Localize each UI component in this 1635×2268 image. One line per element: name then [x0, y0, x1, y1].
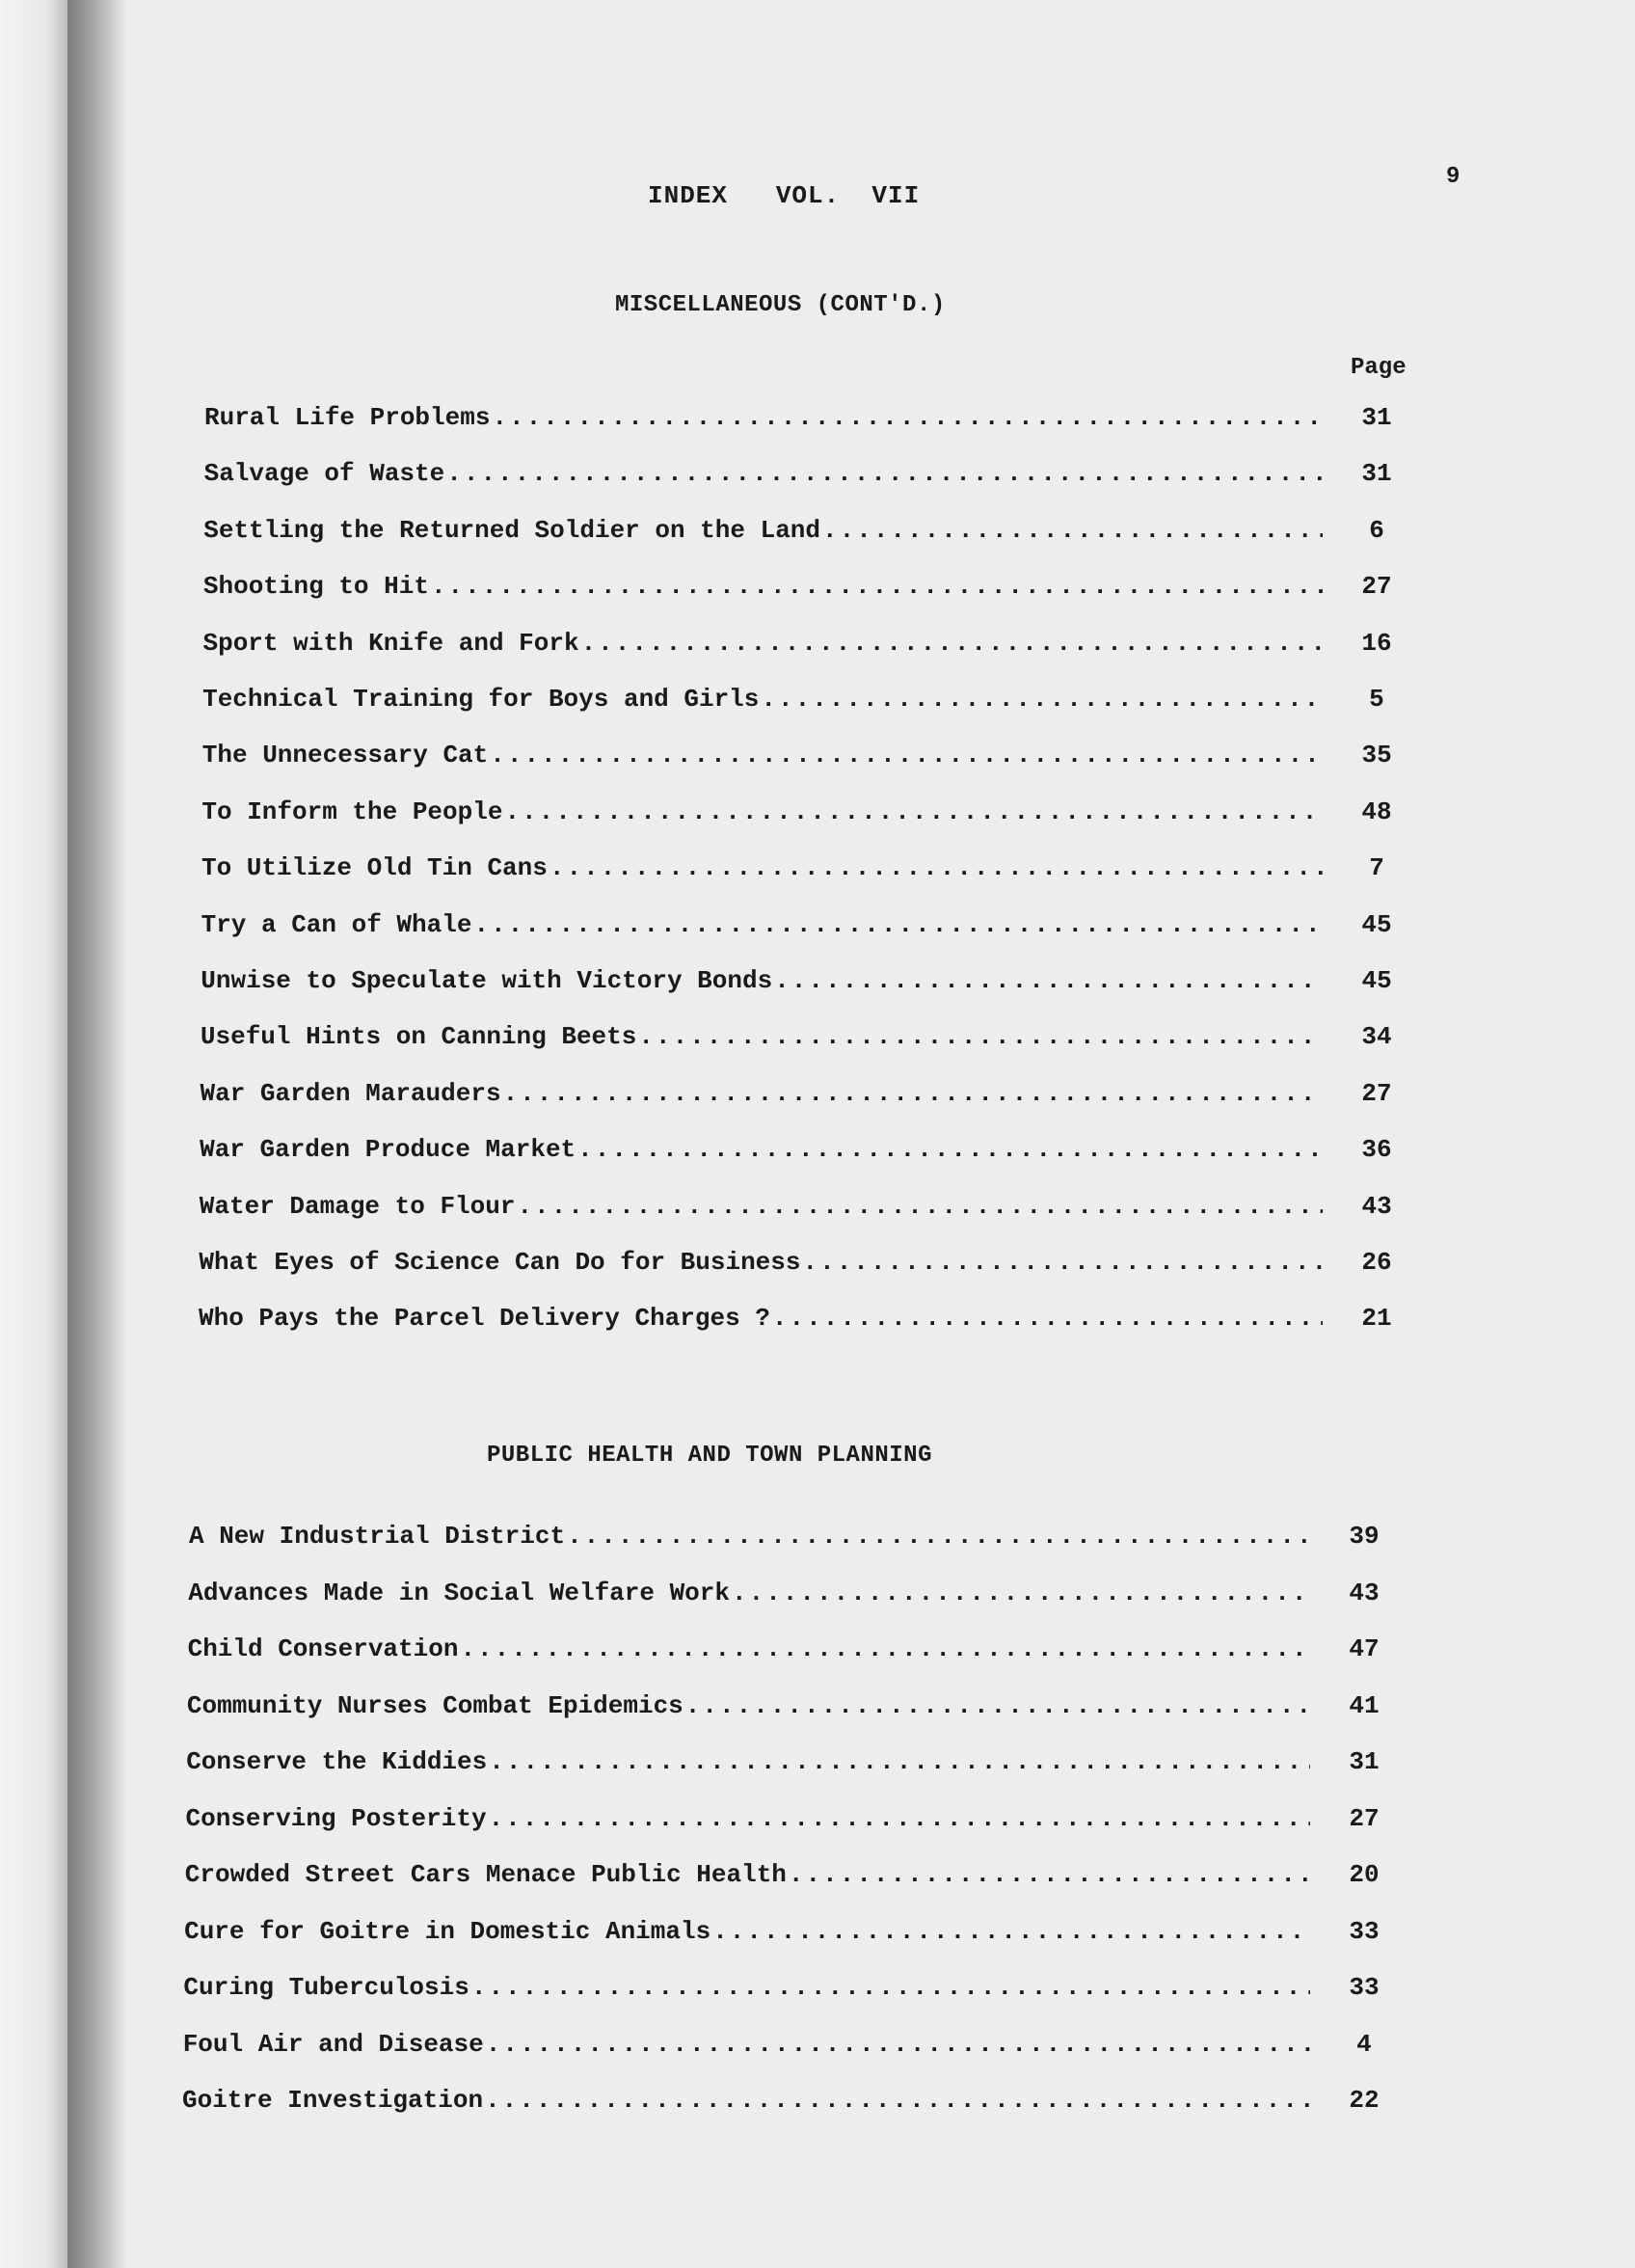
entry-page-number: 6: [1369, 515, 1384, 545]
entry-title: Curing Tuberculosis: [183, 1973, 469, 2002]
dot-leader: [489, 1747, 1310, 1776]
index-entry: [201, 966, 1402, 1005]
dot-leader: [789, 1860, 1310, 1889]
dot-leader: [446, 459, 1323, 488]
entry-title: Cure for Goitre in Domestic Animals: [184, 1916, 711, 1946]
entry-title: Technical Training for Boys and Girls: [202, 685, 760, 714]
entry-page-number: 16: [1361, 628, 1392, 658]
entry-title: What Eyes of Science Can Do for Business: [199, 1248, 801, 1277]
entry-title: War Garden Marauders: [200, 1078, 501, 1108]
index-entry: [185, 1860, 1389, 1899]
section-heading-miscellaneous: MISCELLANEOUS (CONT'D.): [615, 292, 946, 318]
entry-page-number: 45: [1361, 966, 1392, 995]
index-entry: [204, 459, 1402, 498]
entry-page-number: 26: [1361, 1248, 1392, 1277]
dot-leader: [638, 1022, 1323, 1051]
entry-title: Community Nurses Combat Epidemics: [186, 1690, 683, 1720]
index-entry: [200, 1192, 1402, 1230]
entry-title: Conserve the Kiddies: [186, 1747, 488, 1776]
index-entry: [203, 516, 1402, 554]
entry-title: A New Industrial District: [189, 1522, 566, 1551]
index-entry: [186, 1747, 1389, 1786]
book-spine-shadow: [67, 0, 125, 2268]
entry-title: Advances Made in Social Welfare Work: [188, 1578, 730, 1607]
entry-page-number: 27: [1361, 572, 1392, 602]
dot-leader: [581, 629, 1323, 658]
entry-page-number: 31: [1361, 403, 1392, 432]
index-entry: [183, 2030, 1389, 2068]
entry-title: Conserving Posterity: [185, 1803, 487, 1833]
page-number: 9: [1446, 164, 1461, 190]
entry-title: Useful Hints on Canning Beets: [200, 1022, 637, 1052]
dot-leader: [489, 1804, 1310, 1833]
dot-leader: [517, 1192, 1323, 1221]
index-entry: [199, 1248, 1402, 1286]
entry-page-number: 34: [1361, 1022, 1392, 1052]
entry-page-number: 36: [1361, 1135, 1392, 1165]
scan-left-margin: [0, 0, 67, 2268]
entry-page-number: 5: [1369, 685, 1384, 714]
entry-title: Foul Air and Disease: [182, 2029, 484, 2059]
dot-leader: [712, 1917, 1310, 1946]
entry-page-number: 45: [1361, 909, 1392, 939]
entry-page-number: 48: [1361, 796, 1392, 826]
section-heading-public-health: PUBLIC HEALTH AND TOWN PLANNING: [487, 1443, 932, 1469]
index-entry: [188, 1634, 1389, 1673]
index-entry: [187, 1691, 1389, 1730]
entry-page-number: 43: [1349, 1578, 1380, 1607]
dot-leader: [485, 2086, 1310, 2115]
dot-leader: [732, 1579, 1310, 1607]
entry-page-number: 27: [1361, 1078, 1392, 1108]
dot-leader: [803, 1248, 1323, 1277]
entry-page-number: 31: [1361, 459, 1392, 489]
entry-title: Unwise to Speculate with Victory Bonds: [201, 966, 773, 995]
index-entry: [201, 1022, 1402, 1061]
index-entry: [184, 1917, 1389, 1956]
dot-leader: [471, 1973, 1310, 2002]
entry-title: Salvage of Waste: [203, 459, 445, 489]
entry-title: Sport with Knife and Fork: [202, 628, 579, 658]
index-title: INDEX VOL. VII: [648, 181, 921, 210]
page-column-label: Page: [1351, 355, 1407, 381]
index-entry: [203, 629, 1403, 667]
entry-page-number: 27: [1349, 1803, 1380, 1833]
entry-page-number: 20: [1349, 1860, 1380, 1889]
entry-page-number: 21: [1361, 1304, 1392, 1334]
index-entry: [201, 1079, 1403, 1118]
entry-title: Rural Life Problems: [204, 403, 491, 432]
index-entry: [199, 1304, 1402, 1342]
entry-page-number: 41: [1349, 1690, 1380, 1720]
dot-leader: [577, 1135, 1323, 1164]
dot-leader: [774, 966, 1323, 995]
entry-title: Child Conservation: [187, 1634, 459, 1663]
entry-page-number: 4: [1356, 2029, 1372, 2059]
entry-title: War Garden Produce Market: [200, 1135, 576, 1165]
entry-title: Shooting to Hit: [202, 572, 429, 602]
index-entry: [182, 2086, 1389, 2124]
dot-leader: [486, 2030, 1310, 2059]
dot-leader: [822, 516, 1323, 545]
dot-leader: [492, 403, 1323, 432]
dot-leader: [503, 1079, 1323, 1108]
index-entry: [204, 403, 1402, 442]
entry-page-number: 43: [1361, 1191, 1392, 1221]
entry-page-number: 39: [1349, 1522, 1380, 1551]
entry-title: The Unnecessary Cat: [201, 741, 489, 770]
entry-title: To Utilize Old Tin Cans: [201, 853, 548, 883]
dot-leader: [549, 853, 1323, 882]
dot-leader: [460, 1634, 1310, 1663]
dot-leader: [567, 1522, 1310, 1551]
dot-leader: [761, 685, 1323, 714]
index-entry: [200, 1135, 1402, 1174]
entry-page-number: 31: [1349, 1747, 1380, 1776]
dot-leader: [504, 797, 1323, 826]
dot-leader: [431, 572, 1323, 601]
entry-page-number: 33: [1349, 1916, 1380, 1946]
dot-leader: [490, 741, 1323, 770]
index-entry: [183, 1973, 1389, 2012]
index-entry: [189, 1522, 1389, 1560]
entry-page-number: 22: [1349, 2086, 1380, 2115]
entry-page-number: 7: [1369, 853, 1384, 883]
index-entry: [201, 853, 1402, 892]
entry-title: To Inform the People: [201, 796, 503, 826]
entry-title: Water Damage to Flour: [199, 1191, 516, 1221]
index-entry: [188, 1579, 1389, 1617]
dot-leader: [685, 1691, 1310, 1720]
entry-page-number: 47: [1349, 1634, 1380, 1663]
dot-leader: [473, 910, 1323, 939]
index-entry: [202, 741, 1402, 779]
entry-title: Try a Can of Whale: [201, 909, 472, 939]
index-entry: [201, 910, 1402, 949]
entry-page-number: 35: [1361, 741, 1392, 770]
entry-page-number: 33: [1349, 1973, 1380, 2002]
entry-title: Settling the Returned Soldier on the Land: [203, 515, 821, 545]
index-entry: [202, 685, 1402, 723]
index-entry: [186, 1804, 1390, 1843]
index-entry: [201, 797, 1402, 836]
index-entry: [203, 572, 1402, 610]
entry-title: Who Pays the Parcel Delivery Charges ?: [199, 1304, 770, 1334]
entry-title: Goitre Investigation: [182, 2086, 484, 2115]
dot-leader: [772, 1304, 1323, 1333]
entry-title: Crowded Street Cars Menace Public Health: [184, 1860, 787, 1889]
